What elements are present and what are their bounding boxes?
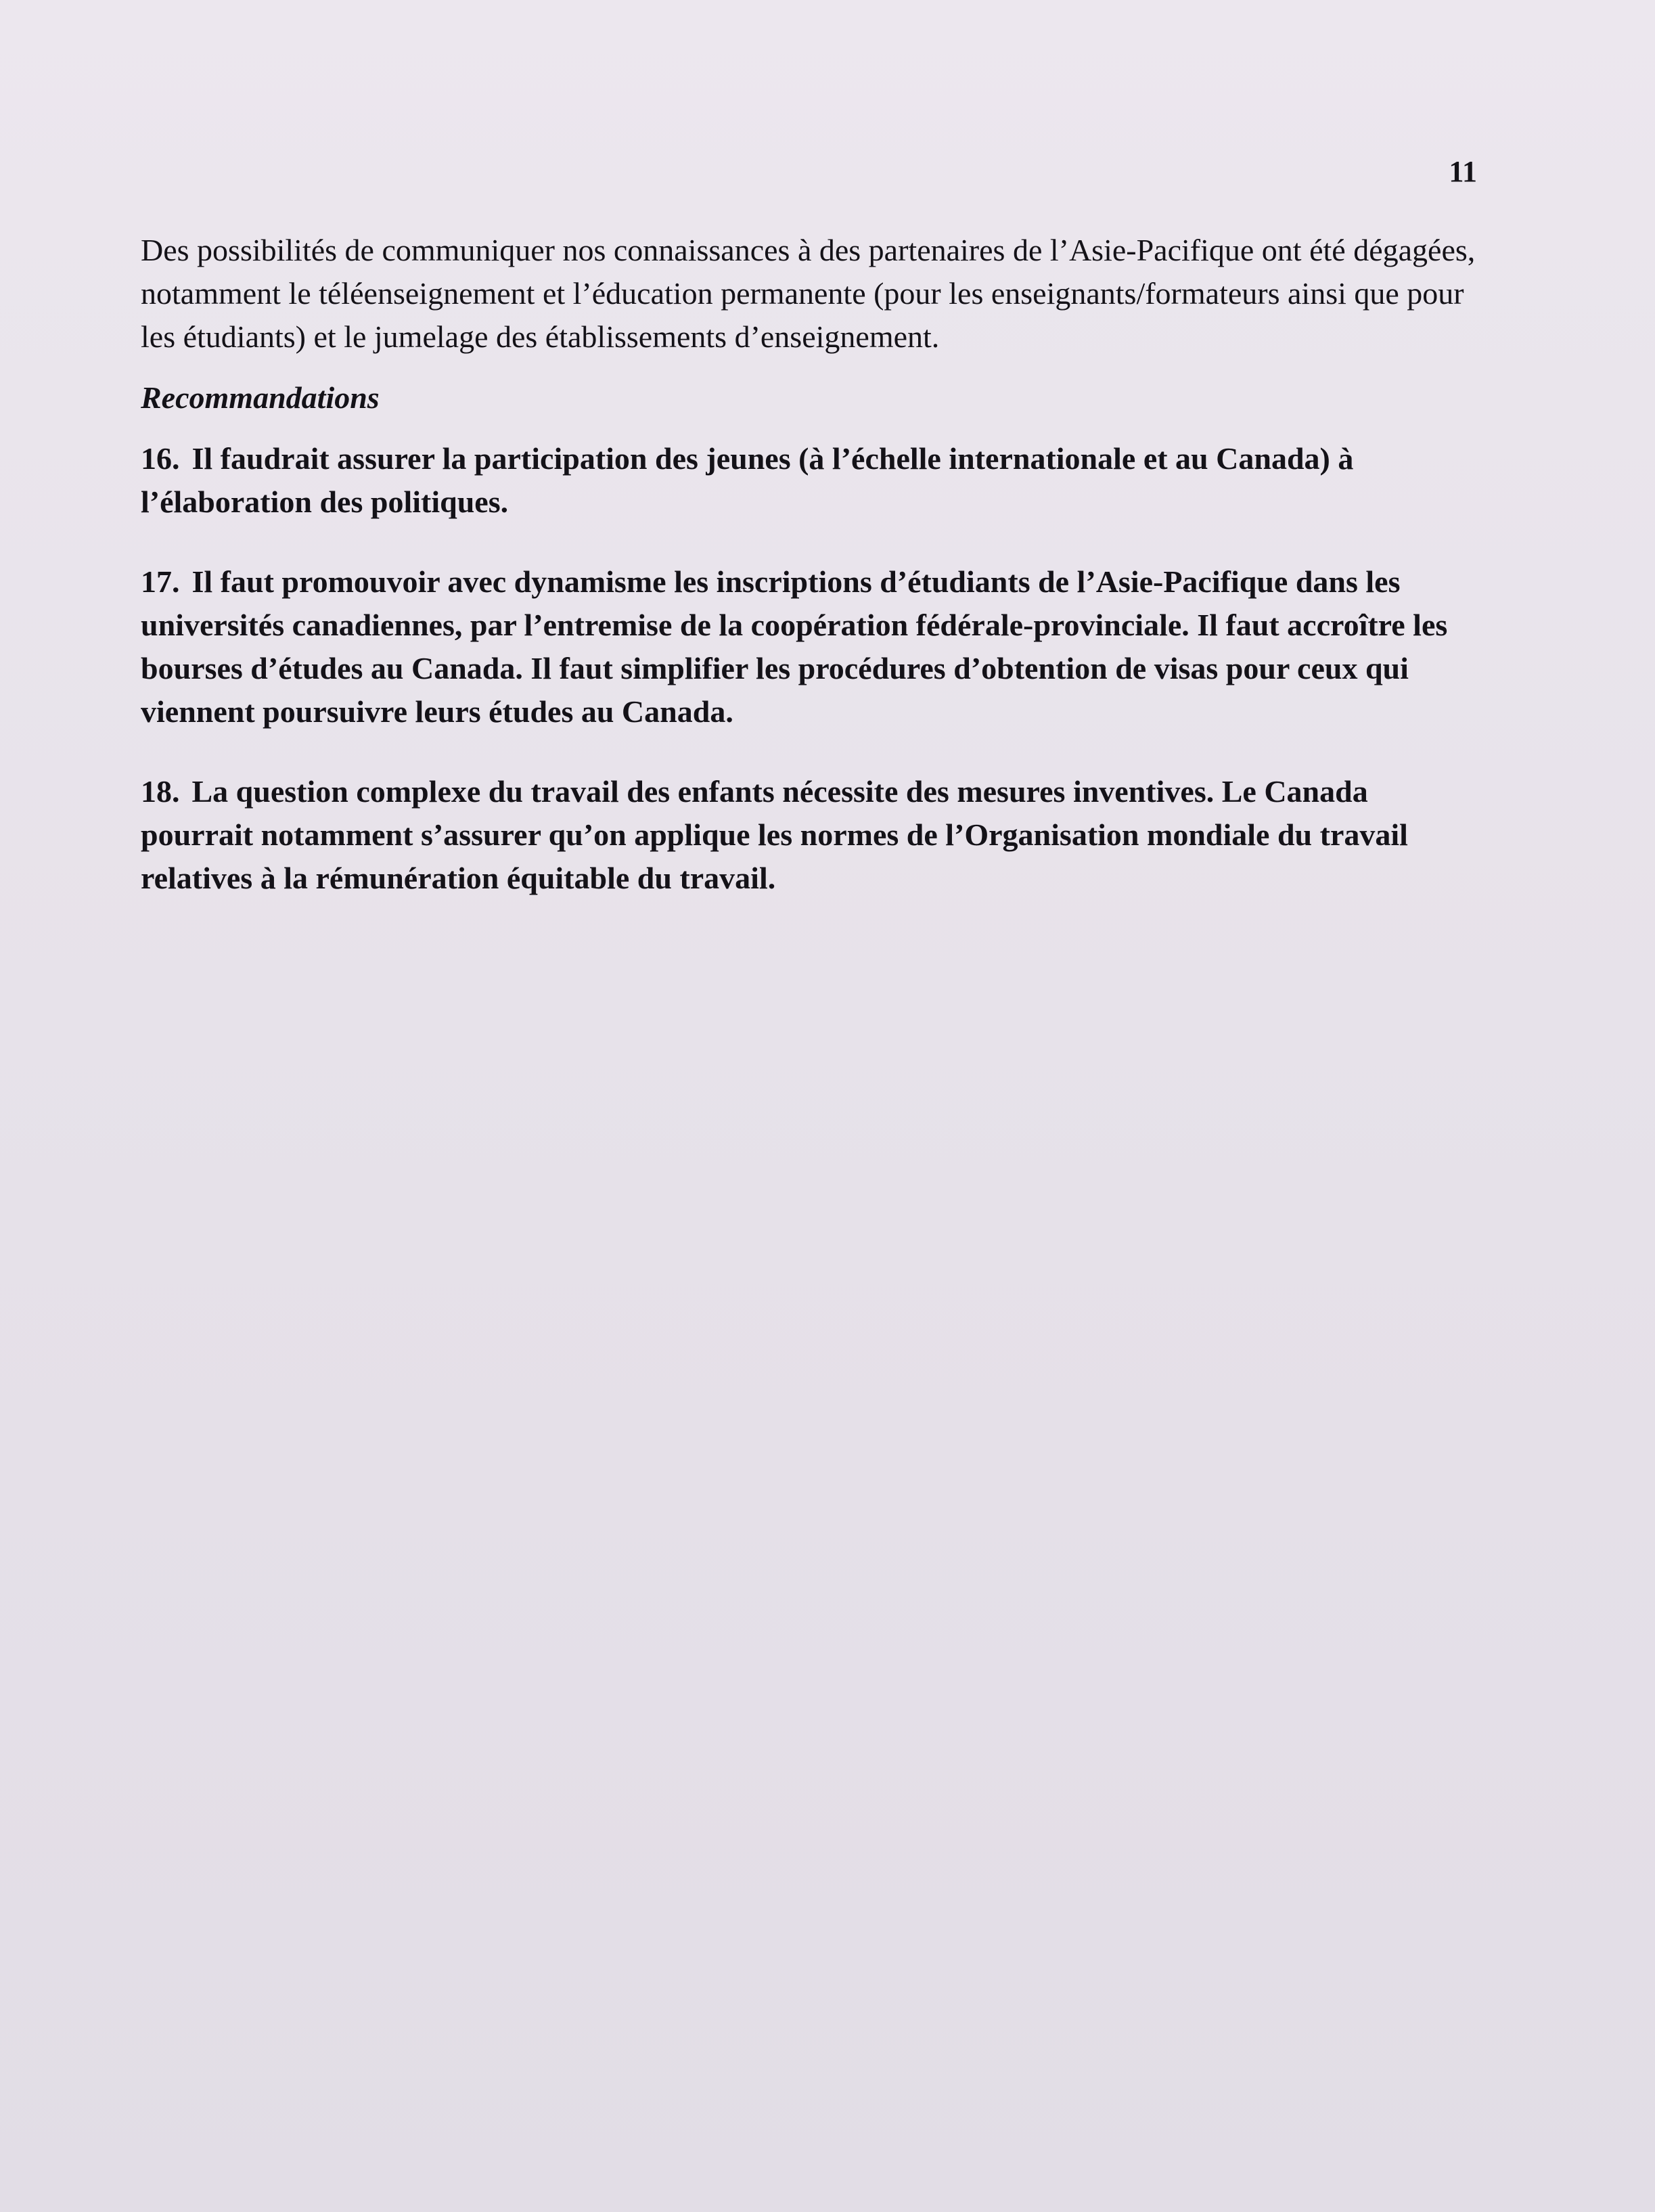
recommendation-text: Il faut promouvoir avec dynamisme les inscriptions d’étudiants de l’Asie-Pacifique dans les universités canadiennes, par l’entremise de la coopération fédérale-provinciale. Il faut accroître les bourses d’études au Canada. Il faut simplifier les procédures d’obtention de visas pour ceux qui viennent poursuivre leurs études au Canada. <box>141 564 1448 729</box>
page-number: 11 <box>1449 155 1477 188</box>
recommendation-17 <box>141 560 1487 733</box>
recommendation-text: La question complexe du travail des enfants nécessite des mesures inventives. Le Canada pourrait notamment s’assurer qu’on applique les normes de l’Organisation mondiale du travail relatives à la rémunération équitable du travail. <box>141 774 1408 895</box>
recommendation-number: 17. <box>141 564 180 599</box>
intro-paragraph: Des possibilités de communiquer nos connaissances à des partenaires de l’Asie-Pacifique ont été dégagées, notamment le téléenseignement et l’éducation permanente (pour les enseignants/formateurs ainsi que pour les étudiants) et le jumelage des établissements d’enseignement. <box>141 233 1476 354</box>
recommendation-16 <box>141 437 1487 524</box>
page-content <box>141 229 1487 936</box>
recommendation-18 <box>141 770 1487 900</box>
section-heading: Recommandations <box>141 380 380 415</box>
recommendation-number: 18. <box>141 774 180 809</box>
recommendation-number: 16. <box>141 441 180 476</box>
recommendation-text: Il faudrait assurer la participation des jeunes (à l’échelle internationale et au Canada) à l’élaboration des politiques. <box>141 441 1354 519</box>
